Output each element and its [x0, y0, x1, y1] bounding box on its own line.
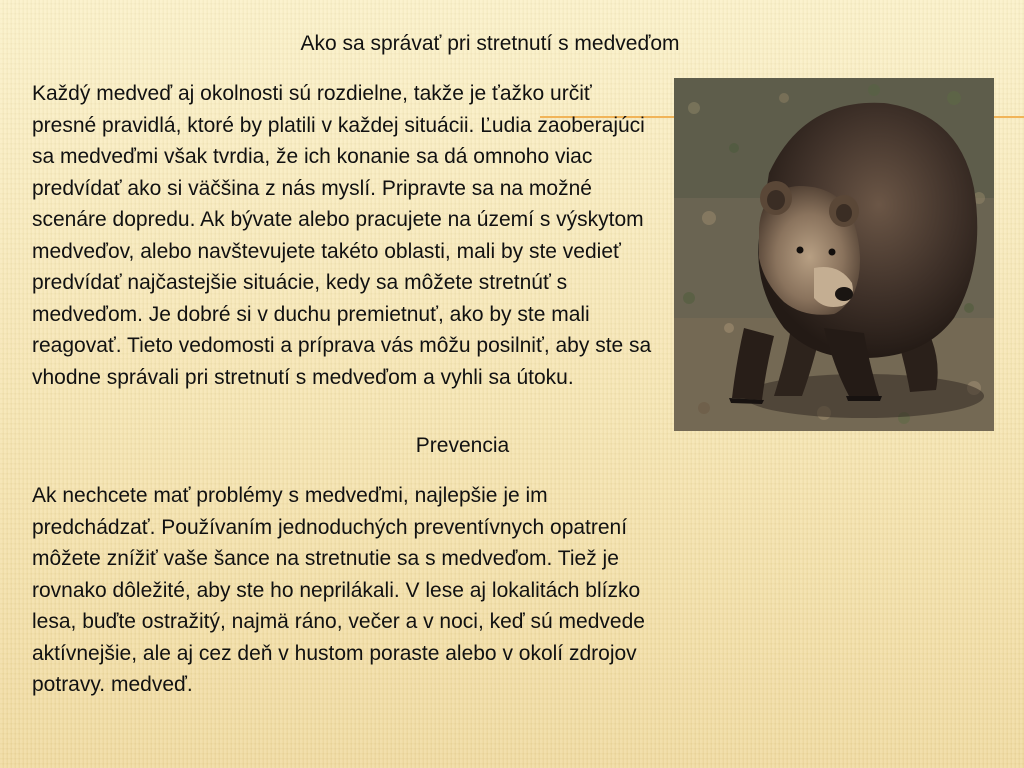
bear-illustration — [674, 78, 994, 431]
intro-paragraph: Každý medveď aj okolnosti sú rozdielne, takže je ťažko určiť presné pravidlá, ktoré by platili v každej situácii. Ľudia zaoberajúci sa medveďmi však tvrdia, že ich konanie sa dá omnoho viac predvídať ako si väčšina z nás myslí. Pripravte sa na možné scenáre dopredu. Ak bývate alebo pracujete na území s výskytom medveďov, alebo navštevujete takéto oblasti, mali by ste vedieť predvídať najčastejšie situácie, kedy sa môžete stretnúť s medveďom. Je dobré si v duchu premietnuť, ako by ste mali reagovať. Tieto vedomosti a príprava vás môžu posilniť, aby ste sa vhodne správali pri stretnutí s medveďom a vyhli sa útoku. — [32, 82, 652, 389]
slide-title: Ako sa správať pri stretnutí s medveďom — [300, 32, 680, 55]
prevention-paragraph: Ak nechcete mať problémy s medveďmi, najlepšie je im predchádzať. Používaním jednoduchých preventívnych opatrení môžete znížiť vaše šance na stretnutie sa s medveďom. Tiež je rovnako dôležité, aby ste ho neprilákali. V lese aj lokalitách blízko lesa, buďte ostražitý, najmä ráno, večer a v noci, keď sú medvede aktívnejšie, ale aj cez deň v hustom poraste alebo v okolí zdrojov potravy. medveď. — [32, 484, 645, 696]
bear-photo — [674, 78, 994, 431]
prevention-heading: Prevencia — [415, 434, 510, 457]
